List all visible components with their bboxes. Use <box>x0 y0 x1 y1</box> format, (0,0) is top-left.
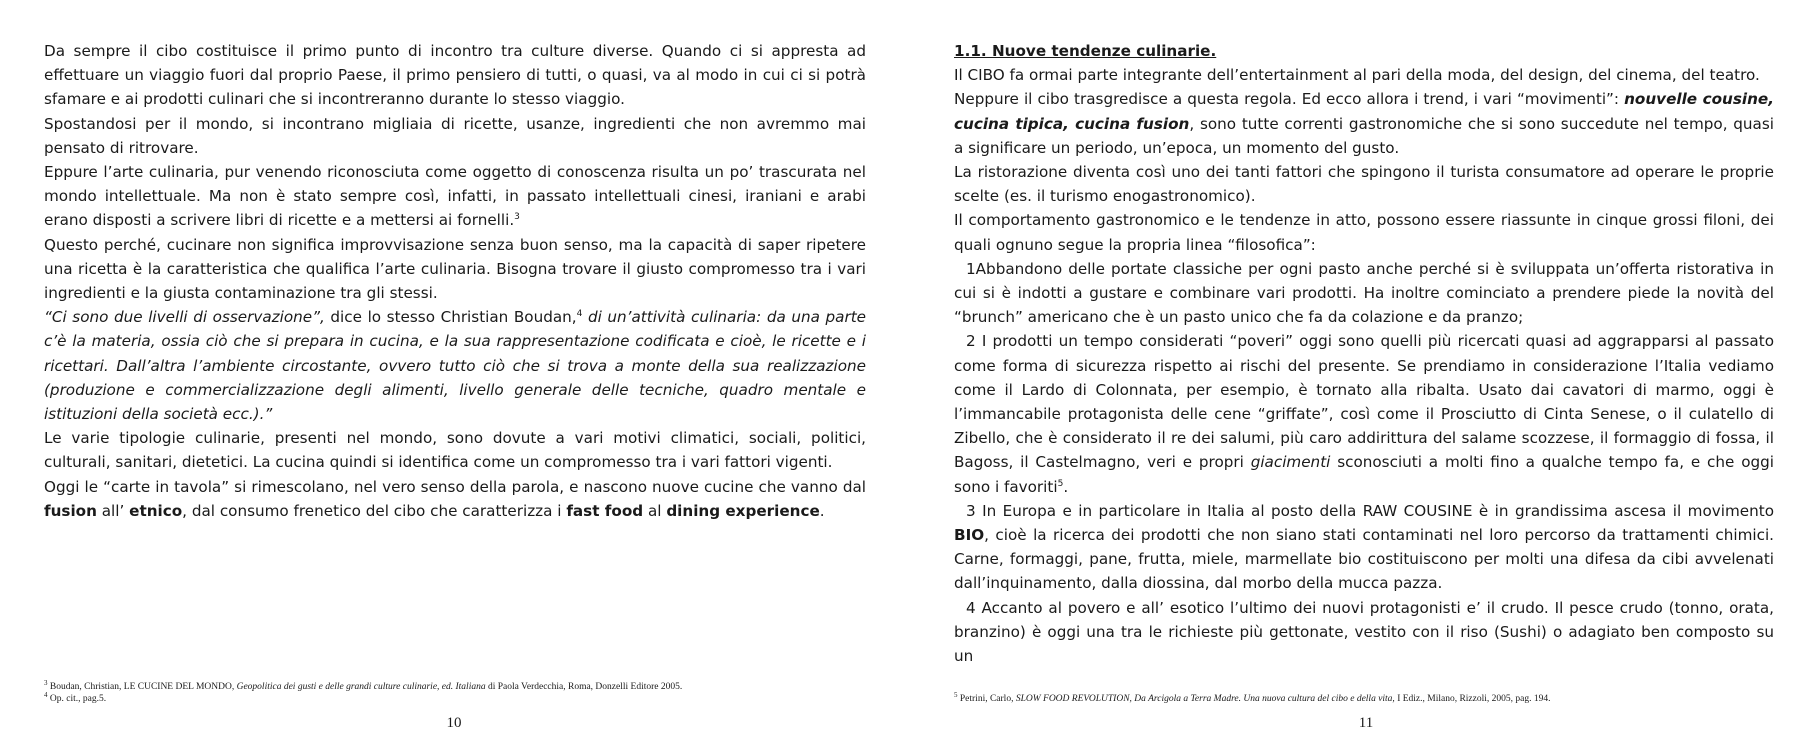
footnote <box>44 678 683 693</box>
paragraph-text: , sono tutte correnti gastronomiche che si sono succedute nel tempo, quasi a significare un periodo, un’epoca, un momento del gusto. <box>954 114 1774 157</box>
footnote-number: 5 <box>954 690 958 699</box>
footnote-ref: 5 <box>1057 478 1064 489</box>
paragraph <box>44 160 866 233</box>
paragraph: La ristorazione diventa così uno dei tanti fattori che spingono il turista consumatore ad operare le proprie scelte (es. il turismo enogastronomico). <box>954 163 1774 206</box>
right-footnotes <box>954 690 1551 705</box>
paragraph: Le varie tipologie culinarie, presenti nel mondo, sono dovute a vari motivi climatici, sociali, politici, culturali, sanitari, dietetici. La cucina quindi si identifica come un compromesso tra i vari fattori vigenti. <box>44 429 866 472</box>
footnote-title: Geopolitica dei gusti e delle grandi culture culinarie, ed. Italiana <box>236 682 486 692</box>
paragraph: Da sempre il cibo costituisce il primo punto di incontro tra culture diverse. Quando ci si appresta ad effettuare un viaggio fuori dal proprio Paese, il primo pensiero di tutti, o quasi, va al modo in cui ci si potrà sfamare e ai prodotti culinari che si incontreranno durante lo stesso viaggio. <box>44 42 866 109</box>
paragraph-text: sconosciuti a molti fino a qualche tempo fa, e che oggi sono i favoriti <box>954 453 1774 496</box>
bold-term: dining experience <box>666 501 820 520</box>
paragraph-text: , cioè la ricerca dei prodotti che non siano stati contaminati nel loro percorso da trattamenti chimici. Carne, formaggi, pane, frutta, miele, marmellate bio costituiscono per molti una difesa da cibi avvelenati dall’inquinamento, dalla diossina, dal morbo della mucca pazza. <box>954 526 1774 593</box>
paragraph-text: Eppure l’arte culinaria, pur venendo riconosciuta come oggetto di conoscenza risulta un po’ trascurata nel mondo intellettuale. Ma non è stato sempre così, infatti, in passato intellettuali cinesi, iraniani e arabi erano disposti a scrivere libri di ricette e a mettersi ai fornelli. <box>44 163 866 230</box>
right-page <box>907 0 1814 756</box>
page-number: 10 <box>446 715 462 731</box>
footnote <box>954 690 1551 705</box>
bold-term: BIO <box>954 526 985 545</box>
section-heading: 1.1. Nuove tendenze culinarie. <box>954 42 1217 60</box>
footnote-text: Boudan, Christian, LE CUCINE DEL MONDO, <box>47 682 237 692</box>
paragraph: Il CIBO fa ormai parte integrante dell’entertainment al pari della moda, del design, del cinema, del teatro. <box>954 66 1760 85</box>
bold-term: fast food <box>566 501 644 520</box>
quote-paragraph <box>44 305 866 426</box>
footnote-text: Petrini, Carlo, <box>957 694 1016 704</box>
paragraph-text: Oggi le “carte in tavola” si rimescolano, nel vero senso della parola, e nascono nuove cucine che vanno dal <box>44 477 866 496</box>
footnote-text: di Paola Verdecchia, Roma, Donzelli Editore 2005. <box>485 682 683 692</box>
footnote-number: 4 <box>44 690 48 699</box>
footnote-title: SLOW FOOD REVOLUTION, Da Arcigola a Terra Madre. Una nuova cultura del cibo e della vita, <box>1015 694 1395 704</box>
page-number: 11 <box>1358 715 1374 731</box>
paragraph: Questo perché, cucinare non significa improvvisazione senza buon senso, ma la capacità di saper ripetere una ricetta è la caratteristica che qualifica l’arte culinaria. Bisogna trovare il giusto compromesso tra i vari ingredienti e la giusta contaminazione tra gli stessi. <box>44 235 866 303</box>
footnote-number: 3 <box>44 678 48 687</box>
bold-term: etnico <box>129 501 183 520</box>
left-page-body <box>44 39 866 523</box>
paragraph: Spostandosi per il mondo, si incontrano migliaia di ricette, usanze, ingredienti che non avremmo mai pensato di ritrovare. <box>44 114 866 157</box>
paragraph <box>44 475 866 523</box>
paragraph-text: 2 I prodotti un tempo considerati “poveri” oggi sono quelli più ricercati quasi ad aggrapparsi al passato come forma di sicurezza rispetto ai rischi del presente. Se prendiamo in considerazione l’Italia vediamo come il Lardo di Colonnata, per esempio, è tornato alla ribalta. Usato dai cavatori di marmo, oggi è l’immancabile protagonista delle cene “griffate”, così come il Prosciutto di Cinta Senese, o il culatello di Zibello, che è considerato il re dei salumi, più caro addirittura del salame scozzese, il formaggio di fossa, il Bagoss, il Castelmagno, veri e propri <box>954 332 1774 472</box>
list-item <box>954 499 1774 596</box>
paragraph <box>954 87 1774 160</box>
paragraph-text: dice lo stesso Christian Boudan, <box>324 308 577 327</box>
paragraph: Il comportamento gastronomico e le tendenze in atto, possono essere riassunte in cinque grossi filoni, dei quali ognuno segue la propria linea “filosofica”: <box>954 211 1774 254</box>
paragraph-text: 3 In Europa e in particolare in Italia al posto della RAW COUSINE è in grandissima ascesa il movimento <box>966 501 1774 520</box>
quote-text: “Ci sono due livelli di osservazione”, <box>44 308 325 327</box>
footnote <box>44 690 682 705</box>
paragraph-text: . <box>1063 477 1069 496</box>
left-footnotes <box>44 678 683 705</box>
footnote-ref: 3 <box>514 212 520 223</box>
bold-term: fusion <box>44 501 97 520</box>
paragraph-text: al <box>643 501 667 520</box>
list-item <box>954 329 1774 498</box>
list-item: 4 Accanto al povero e all’ esotico l’ultimo dei nuovi protagonisti e’ il crudo. Il pesce crudo (tonno, orata, branzino) è oggi una tra le richieste più gettonate, vestito con il riso (Sushi) o adagiato ben composto su un <box>954 598 1774 666</box>
paragraph-text: all’ <box>96 501 130 520</box>
paragraph-text: . <box>819 501 825 520</box>
quote-text: di un’attività culinaria: da una parte c’è la materia, ossia ciò che si prepara in cucina, e la sua rappresentazione codificata e cioè, le ricette e i ricettari. Dall’altra l’ambiente circostante, ovvero tutto ciò che si trova a monte della sua realizzazione (produzione e commercializzazione degli alimenti, livello generale delle tecniche, quadro mentale e istituzioni della società ecc.).” <box>44 308 866 424</box>
italic-terms: nouvelle cousine, cucina tipica, cucina fusion <box>954 90 1774 133</box>
footnote-ref: 4 <box>576 309 583 320</box>
footnote-text: I Ediz., Milano, Rizzoli, 2005, pag. 194. <box>1394 694 1551 704</box>
italic-term: giacimenti <box>1250 453 1331 472</box>
list-item: 1Abbandono delle portate classiche per ogni pasto anche perché si è sviluppata un’offerta ristorativa in cui si è indotti a gustare e combinare vari prodotti. Ha inoltre cominciato a prendere piede la novità del “brunch” americano che è un pasto unico che fa da colazione e da pranzo; <box>954 259 1774 327</box>
paragraph-text: Neppure il cibo trasgredisce a questa regola. Ed ecco allora i trend, i vari “movimenti”: <box>954 90 1625 109</box>
paragraph-text: , dal consumo frenetico del cibo che caratterizza i <box>182 501 567 520</box>
right-page-body <box>954 39 1774 668</box>
footnote-text: Op. cit., pag.5. <box>47 694 107 704</box>
